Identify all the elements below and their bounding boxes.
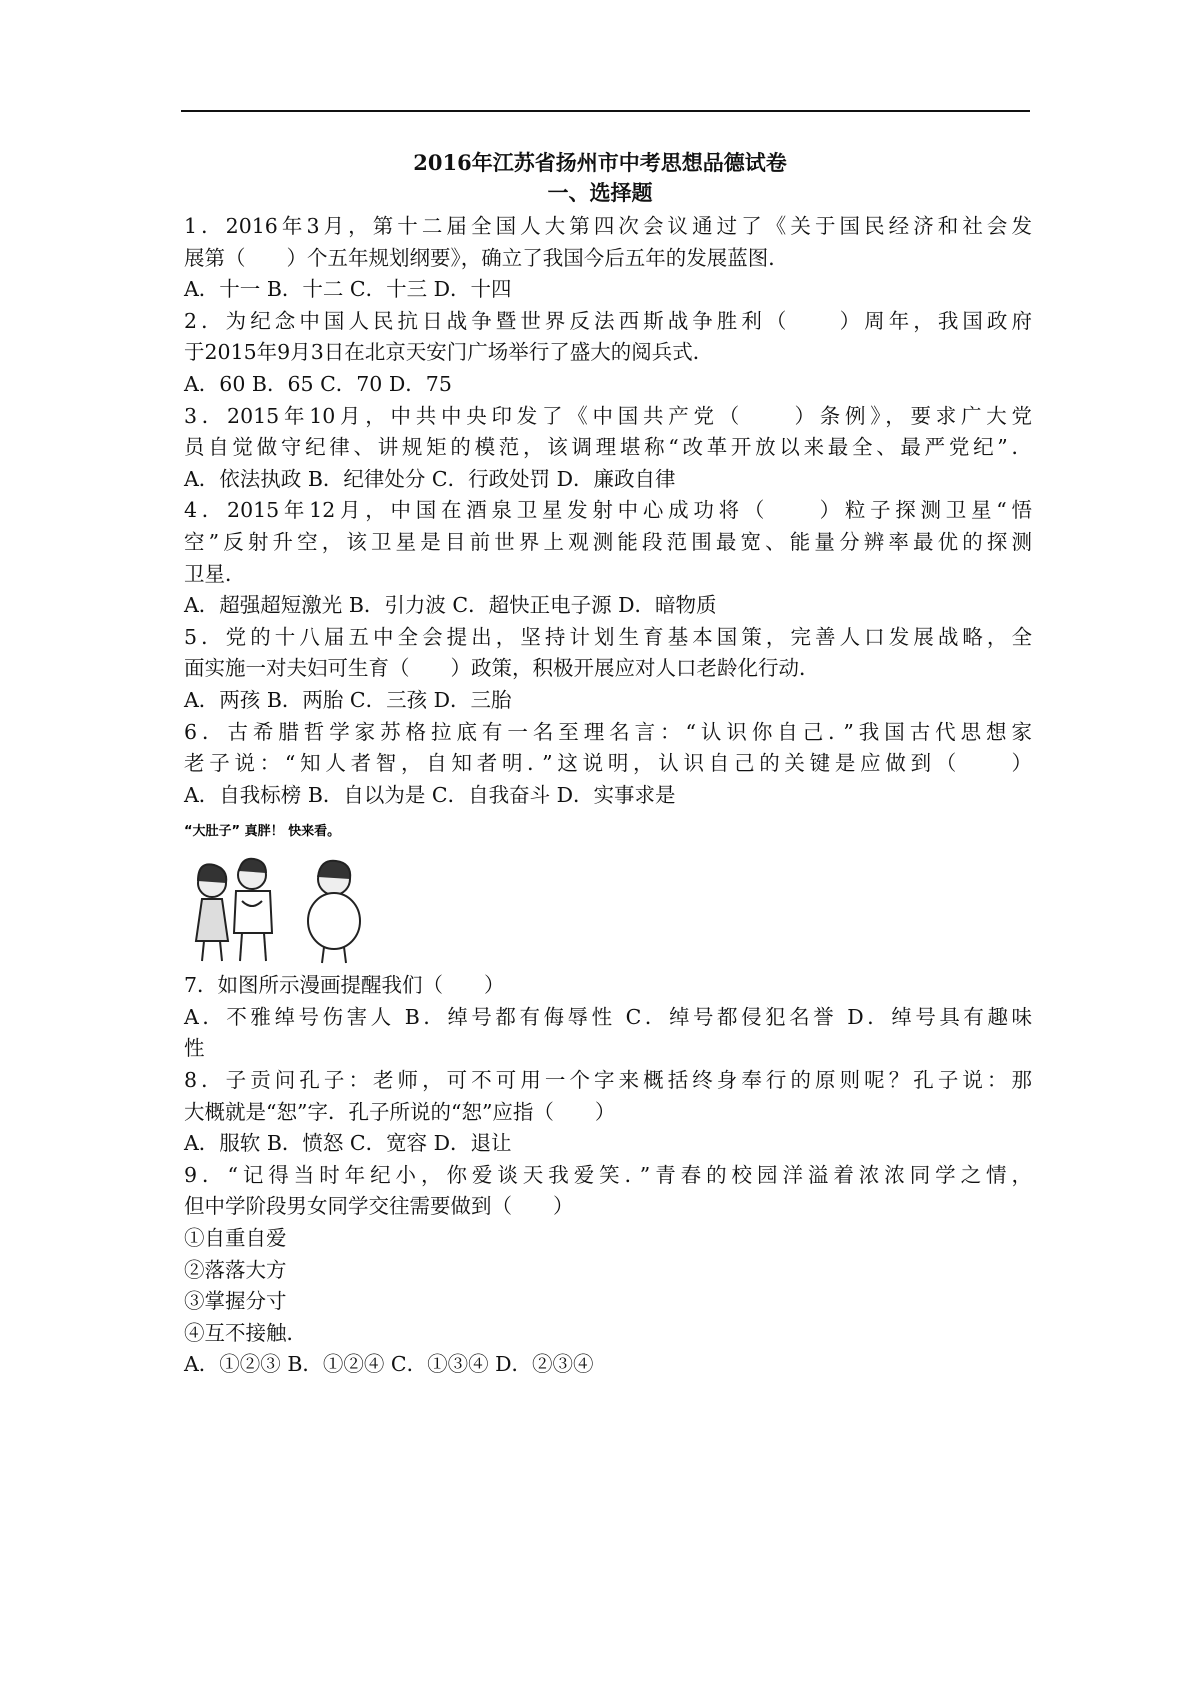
question-options: A．自我标榜 B．自以为是 C．自我奋斗 D．实事求是 <box>184 782 676 807</box>
question-text: 面实施一对夫妇可生育（ ）政策，积极开展应对人口老龄化行动． <box>184 656 820 681</box>
question-options: A．十一 B．十二 C．十三 D．十四 <box>184 277 512 302</box>
cartoon-caption: “大肚子” 真胖！ 快来看。 <box>184 824 341 840</box>
question-list <box>184 211 1032 1381</box>
question-options: A．超强超短激光 B．引力波 C．超快正电子源 D．暗物质 <box>184 593 717 618</box>
question-text: 9．“记得当时年纪小，你爱谈天我爱笑．”青春的校园洋溢着浓浓同学之情， <box>184 1162 1032 1187</box>
question-text: 5．党的十八届五中全会提出，坚持计划生育基本国策，完善人口发展战略，全 <box>184 624 1032 649</box>
question-7 <box>184 970 1032 1065</box>
question-2 <box>184 306 1032 401</box>
statement-item: ③掌握分寸 <box>184 1289 287 1314</box>
question-8 <box>184 1065 1032 1160</box>
cartoon-chubby-kid-icon <box>308 861 360 963</box>
statement-item: ②落落大方 <box>184 1257 287 1282</box>
question-4 <box>184 495 1032 621</box>
header-rule <box>181 110 1030 112</box>
section-title: 一、选择题 <box>547 180 653 205</box>
statement-item: ①自重自爱 <box>184 1226 287 1251</box>
question-text: 展第（ ）个五年规划纲要》，确立了我国今后五年的发展蓝图． <box>184 245 789 270</box>
cartoon-girl-icon <box>196 865 228 962</box>
question-1 <box>184 211 1032 306</box>
question-5 <box>184 622 1032 717</box>
question-options: A．两孩 B．两胎 C．三孩 D．三胎 <box>184 687 512 712</box>
question-text: 4．2015年12月，中国在酒泉卫星发射中心成功将（ ）粒子探测卫星“悟 <box>184 498 1032 523</box>
question-text: 大概就是“恕”字．孔子所说的“恕”应指（ ） <box>184 1099 616 1124</box>
question-text: 3．2015年10月，中共中央印发了《中国共产党（ ）条例》，要求广大党 <box>184 403 1032 428</box>
question-text: 2．为纪念中国人民抗日战争暨世界反法西斯战争胜利（ ）周年，我国政府 <box>184 308 1032 333</box>
document-title: 2016年江苏省扬州市中考思想品德试卷 <box>413 150 787 175</box>
statement-item: ④互不接触． <box>184 1320 307 1345</box>
question-options: A．①②③ B．①②④ C．①③④ D．②③④ <box>184 1352 594 1377</box>
question-text: 1．2016年3月，第十二届全国人大第四次会议通过了《关于国民经济和社会发 <box>184 214 1032 238</box>
question-9 <box>184 1160 1032 1381</box>
question-text: 7．如图所示漫画提醒我们（ ） <box>184 973 505 998</box>
question-options: 性 <box>184 1036 205 1061</box>
question-options: A．依法执政 B．纪律处分 C．行政处罚 D．廉政自律 <box>184 466 676 491</box>
question-options: A．服软 B．愤怒 C．宽容 D．退让 <box>184 1131 512 1156</box>
question-6 <box>184 717 1032 812</box>
question-text: 空”反射升空，该卫星是目前世界上观测能段范围最宽、能量分辨率最优的探测 <box>184 529 1032 554</box>
question-3 <box>184 401 1032 496</box>
question-text: 但中学阶段男女同学交往需要做到（ ） <box>184 1194 574 1219</box>
question-options: A．不雅绰号伤害人 B．绰号都有侮辱性 C．绰号都侵犯名誉 D．绰号具有趣味 <box>184 1004 1032 1029</box>
question-text: 老子说：“知人者智，自知者明．”这说明，认识自己的关键是应做到（ ） <box>184 751 1032 776</box>
cartoon-figure <box>184 821 1032 966</box>
cartoon-illustration <box>184 821 384 966</box>
question-text: 员自觉做守纪律、讲规矩的模范，该调理堪称“改革开放以来最全、最严党纪”． <box>184 435 1032 460</box>
question-text: 于2015年9月3日在北京天安门广场举行了盛大的阅兵式． <box>184 340 714 365</box>
question-text: 8．子贡问孔子：老师，可不可用一个字来概括终身奉行的原则呢？孔子说：那 <box>184 1068 1032 1093</box>
question-options: A．60 B．65 C．70 D．75 <box>184 371 452 396</box>
question-text: 卫星． <box>184 561 246 586</box>
question-text: 6．古希腊哲学家苏格拉底有一名至理名言：“认识你自己．”我国古代思想家 <box>184 719 1032 744</box>
cartoon-boy-icon <box>234 859 272 961</box>
